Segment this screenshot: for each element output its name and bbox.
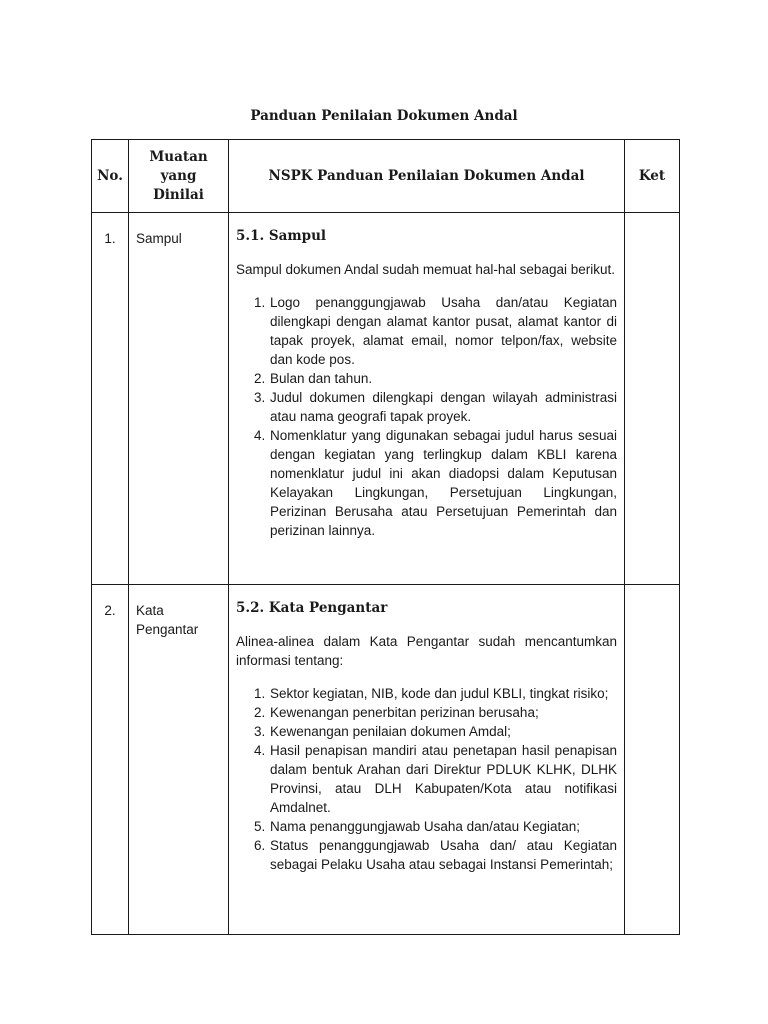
section-intro: Alinea-alinea dalam Kata Pengantar sudah mencantumkan informasi tentang: (236, 634, 617, 668)
row-muatan: Kata Pengantar (129, 585, 229, 935)
row-nspk-content (229, 585, 625, 935)
list-item: 2. Kewenangan penerbitan perizinan berusaha; (269, 703, 617, 722)
list-item: 1. Sektor kegiatan, NIB, kode dan judul KBLI, tingkat risiko; (269, 684, 617, 703)
page-title: Panduan Penilaian Dokumen Andal (250, 108, 518, 124)
section-intro: Sampul dokumen Andal sudah memuat hal-hal sebagai berikut. (236, 262, 615, 277)
header-ket: Ket (625, 140, 680, 213)
row-nspk-content (229, 213, 625, 585)
table-row (92, 213, 680, 585)
header-no: No. (92, 140, 129, 213)
header-muatan: Muatan yang Dinilai (129, 140, 229, 213)
list-item: 4. Nomenklatur yang digunakan sebagai judul harus sesuai dengan kegiatan yang terlingkup dalam KBLI karena nomenklatur judul ini akan diadopsi dalam Keputusan Kelayakan Lingkungan, Persetujuan Lingkungan, Perizinan Berusaha atau Persetujuan Pemerintah dan perizinan lainnya. (269, 426, 617, 540)
section-list (236, 684, 617, 874)
row-number: 2. (92, 585, 129, 935)
list-item: 1. Logo penanggungjawab Usaha dan/atau Kegiatan dilengkapi dengan alamat kantor pusat, alamat kantor di tapak proyek, alamat email, nomor telpon/fax, website dan kode pos. (269, 293, 617, 369)
row-ket (625, 585, 680, 935)
list-item: 3. Kewenangan penilaian dokumen Amdal; (269, 722, 617, 741)
section-list (236, 293, 617, 540)
list-item: 3. Judul dokumen dilengkapi dengan wilayah administrasi atau nama geografi tapak proyek. (269, 388, 617, 426)
table-row (92, 585, 680, 935)
list-item: 4. Hasil penapisan mandiri atau penetapan hasil penapisan dalam bentuk Arahan dari Direktur PDLUK KLHK, DLHK Provinsi, atau DLH Kabupaten/Kota atau notifikasi Amdalnet. (269, 741, 617, 817)
row-ket (625, 213, 680, 585)
assessment-table (91, 139, 680, 935)
table-header-row (92, 140, 680, 213)
list-item: 6. Status penanggungjawab Usaha dan/ atau Kegiatan sebagai Pelaku Usaha atau sebagai Instansi Pemerintah; (269, 836, 617, 874)
row-number: 1. (92, 213, 129, 585)
header-nspk: NSPK Panduan Penilaian Dokumen Andal (229, 140, 625, 213)
list-item: 5. Nama penanggungjawab Usaha dan/atau Kegiatan; (269, 817, 617, 836)
section-heading: 5.2. Kata Pengantar (236, 600, 388, 616)
section-heading: 5.1. Sampul (236, 228, 327, 244)
row-muatan: Sampul (129, 213, 229, 585)
list-item: 2. Bulan dan tahun. (269, 369, 617, 388)
